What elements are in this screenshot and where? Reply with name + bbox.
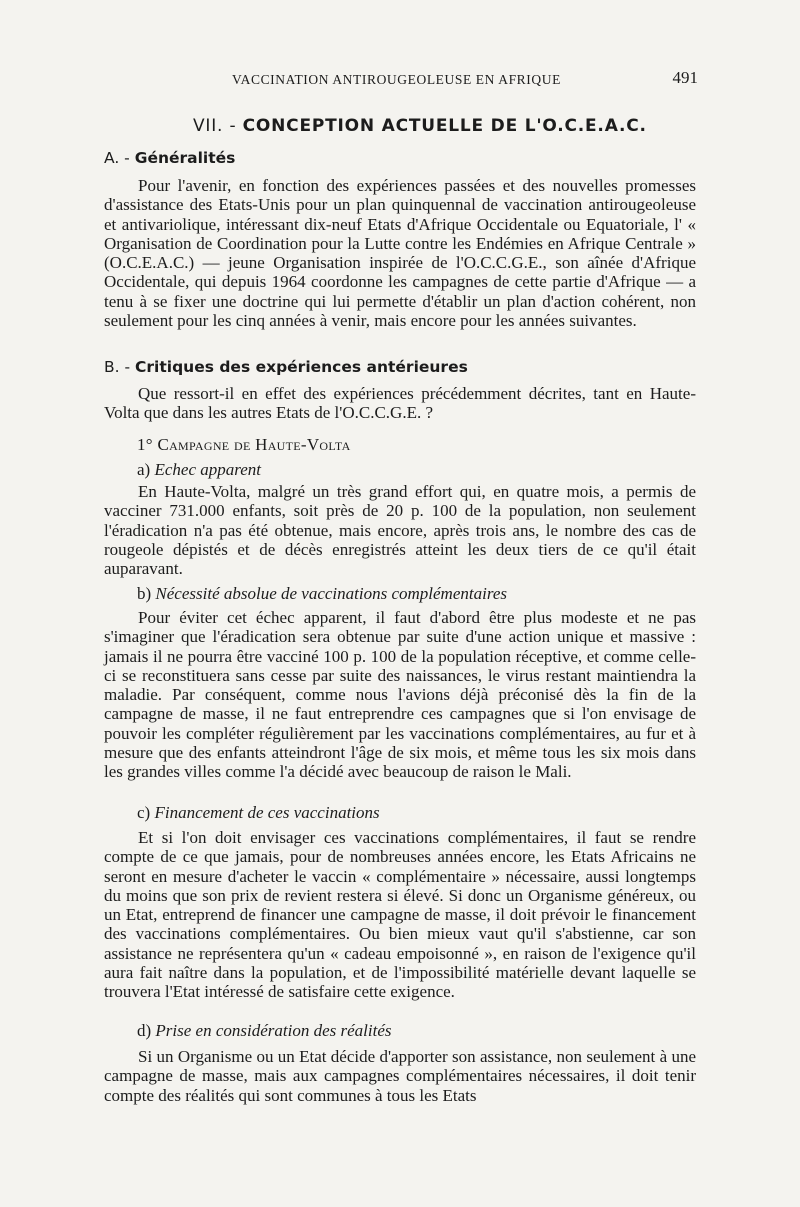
item-b-title: Nécessité absolue de vaccinations complémentaires [155,584,507,603]
subheading-b-letter: B. - [104,358,136,376]
page-number: 491 [672,68,698,87]
item-c-heading [137,803,380,823]
section-number: VII. - [193,116,243,136]
item-d-heading [137,1021,392,1041]
subheading-a-title: Généralités [134,149,236,167]
subheading-b [104,358,468,376]
item-a-heading [137,460,261,480]
campaign-heading: 1° Campagne de Haute-Volta [137,435,351,454]
running-title: VACCINATION ANTIROUGEOLEUSE EN AFRIQUE [232,72,561,87]
section-title: CONCEPTION ACTUELLE DE L'O.C.E.A.C. [242,116,647,136]
item-a-title: Echec apparent [154,460,261,479]
paragraph-realites: Si un Organisme ou un Etat décide d'apporter son assistance, non seulement à une campagne de masse, mais aux campagnes complémentaires nécessaires, il doit tenir compte des réalités qui sont communes à tous les Etats [104,1047,696,1105]
item-b-heading [137,584,507,604]
paragraph-critiques: Que ressort-il en effet des expériences précédemment décrites, tant en Haute-Volta que dans les autres Etats de l'O.C.C.G.E. ? [104,384,696,423]
subheading-a-letter: A. - [104,149,135,167]
item-a-label: a) [137,460,155,479]
item-b-label: b) [137,584,156,603]
paragraph-echec: En Haute-Volta, malgré un très grand effort qui, en quatre mois, a permis de vacciner 731.000 enfants, soit près de 20 p. 100 de la population, non seulement l'éradication n'a pas été obtenue, mais encore, après trois ans, le nombre des cas de rougeole dépistés et de décès enregistrés atteint les deux tiers de ce qu'il était auparavant. [104,482,696,579]
paragraph-financement: Et si l'on doit envisager ces vaccinations complémentaires, il faut se rendre compte de ce que jamais, pour de nombreuses années encore, les Etats Africains ne seront en mesure d'acheter le vaccin « complémentaire » nécessaire, aussi longtemps du moins que son prix de revient restera si élevé. Si donc un Organisme généreux, ou un Etat, entreprend de financer une campagne de masse, il doit prévoir le financement des vaccinations complémentaires. Ou bien mieux vaut qu'il s'abstienne, car son assistance ne représentera qu'un « cadeau empoisonné », en raison de l'exigence qu'il aura fait naître dans la population, et de l'impossibilité matérielle devant laquelle se trouvera l'Etat intéressé de satisfaire cette exigence. [104,828,696,1002]
subheading-b-title: Critiques des expériences antérieures [135,358,468,376]
paragraph-necessite: Pour éviter cet échec apparent, il faut d'abord être plus modeste et ne pas s'imaginer que l'éradication sera obtenue par suite d'une action unique et massive : jamais il ne pourra être vacciné 100 p. 100 de la population réceptive, et comme celle-ci se reconstituera sans cesse par suite des naissances, le virus restant maintiendra la maladie. Par conséquent, comme nous l'avions déjà préconisé dès la fin de la campagne de masse, il ne faut entreprendre ces campagnes que si l'on envisage de pouvoir les compléter régulièrement par les vaccinations complémentaires, au fur et à mesure que des enfants atteindront l'âge de six mois, et même tous les six mois dans les grandes villes comme l'a décidé avec beaucoup de raison le Mali. [104,608,696,782]
subheading-a [104,149,235,167]
item-c-title: Financement de ces vaccinations [154,803,380,822]
section-heading [193,116,647,136]
item-d-title: Prise en considération des réalités [155,1021,392,1040]
page-header [104,70,700,94]
item-d-label: d) [137,1021,156,1040]
paragraph-generalites: Pour l'avenir, en fonction des expériences passées et des nouvelles promesses d'assistance des Etats-Unis pour un plan quinquennal de vaccination antirougeoleuse et antivariolique, intéressant dix-neuf Etats d'Afrique Occidentale ou Equatoriale, l' « Organisation de Coordination pour la Lutte contre les Endémies en Afrique Centrale » (O.C.E.A.C.) — jeune Organisation inspirée de l'O.C.C.G.E., son aînée d'Afrique Occidentale, qui depuis 1964 coordonne les campagnes de cette partie d'Afrique — a tenu à se fixer une doctrine qui lui permette d'établir un plan d'action cohérent, non seulement pour les cinq années à venir, mais encore pour les années suivantes. [104,176,696,331]
item-c-label: c) [137,803,155,822]
